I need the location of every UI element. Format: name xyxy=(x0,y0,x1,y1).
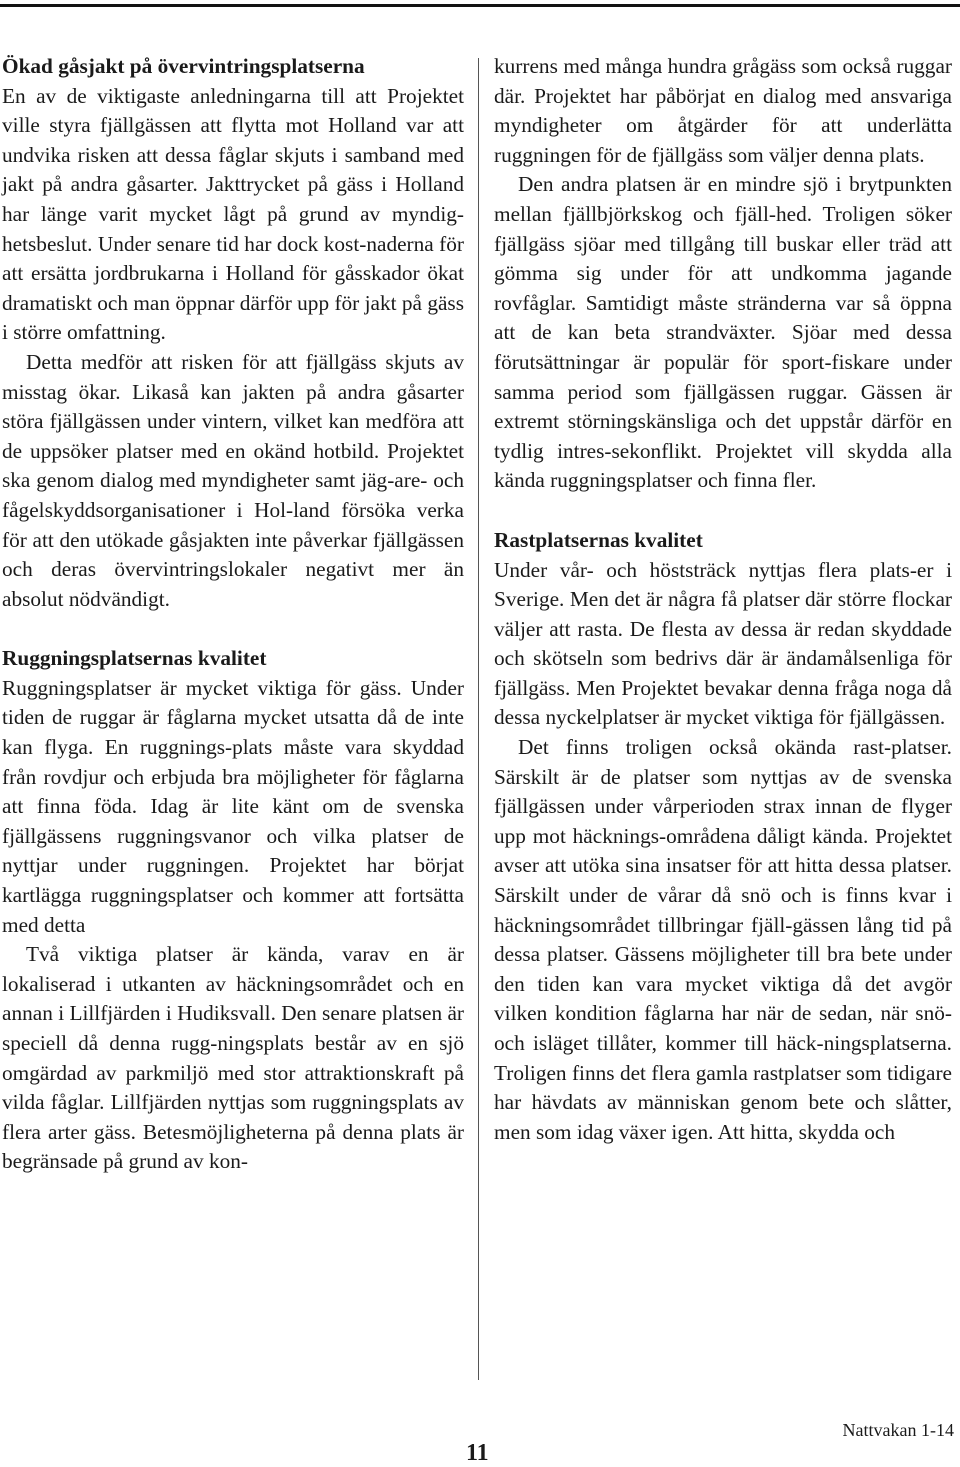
left-column xyxy=(2,52,464,1177)
paragraph: Det finns troligen också okända rast-platser. Särskilt är de platser som nyttjas av de svenska fjällgässen under vårperioden strax innan de flyger upp mot häcknings-områdena dåligt kända. Projektet avser att utöka sina insatser för att hitta dessa platser. Särskilt under de vårar då snö och is finns kvar i häckningsområdet tillbringar fjäll-gässen lång tid på dessa platser. Gässens möjligheter till bra bete under den tiden kan vara mycket viktiga då det avgör vilken kondition fåglarna har när de sedan, när snö- och isläget tillåter, kommer till häck-ningsplatserna. Troligen finns det flera gamla rastplatser som tidigare har hävdats av människan genom bete och slåtter, men som idag växer igen. Att hitta, skydda och xyxy=(494,735,952,1144)
column-divider xyxy=(478,58,479,1380)
paragraph: Under vår- och höststräck nyttjas flera plats-er i Sverige. Men det är några få platser där större flockar väljer att rasta. De flesta av dessa är redan skyddade och skötseln som bedrivs där är ändamålsenliga för fjällgäss. Men Projektet bevakar denna fråga noga då dessa nyckelplatser är mycket viktiga för fjällgässen. xyxy=(494,557,952,730)
paragraph: kurrens med många hundra grågäss som också ruggar där. Projektet har påbörjat en dialog med ansvariga myndigheter om åtgärder för att underlätta ruggningen för de fjällgäss som väljer denna plats. xyxy=(494,54,952,167)
paragraph: Ruggningsplatser är mycket viktiga för gäss. Under tiden de ruggar är fåglarna mycket utsatta då de inte kan flyga. En ruggnings-plats måste vara skyddad från rovdjur och erbjuda bra möjligheter för fåglarna att finna föda. Idag är lite känt om de svenska fjällgässens ruggningsvanor och vilka platser de nyttjar under ruggningen. Projektet har börjat kartlägga ruggningsplatser och kommer att fortsätta med detta xyxy=(2,675,464,937)
page-number: 11 xyxy=(466,1440,489,1466)
paragraph: Detta medför att risken för att fjällgäss skjuts av misstag ökar. Likaså kan jakten på andra gåsarter störa fjällgässen under vintern, vilket kan medföra att de uppsöker platser med en okänd hotbild. Projektet ska genom dialog med myndigheter samt jäg-are- och fågelskyddsorganisationer i Hol-land försöka verka för att den utökade gåsjakten inte påverkar fjällgässen och deras övervintringslokaler negativt mer än absolut nödvändigt. xyxy=(2,349,464,611)
paragraph: Den andra platsen är en mindre sjö i brytpunkten mellan fjällbjörkskog och fjäll-hed. Troligen söker fjällgäss sjöar med tillgång till buskar eller träd att gömma sig under för att undkomma jagande rovfåglar. Samtidigt måste stränderna var så öppna att de kan beta strandväxter. Sjöar med dessa förutsättningar är populär för sport-fiskare under samma period som fjällgässen ruggar. Gässen är extremt störningskänsliga och det uppstår därför en tydlig intres-sekonflikt. Projektet vill skydda alla kända ruggningsplatser och finna fler. xyxy=(494,172,952,493)
paragraph: Två viktiga platser är kända, varav en är lokaliserad i utkanten av häckningsområdet och en annan i Lillfjärden i Hudiksvall. Den senare platsen är speciell då denna rugg-ningsplats består av en sjö omgärdad av parkmiljö med stor attraktionskraft på vilda fåglar. Lillfjärden nyttjas som ruggningsplats av flera arter gäss. Betesmöjligheterna på denna plats är begränsade på grund av kon- xyxy=(2,942,464,1174)
issue-label: Nattvakan 1-14 xyxy=(842,1420,954,1440)
section-heading-rastplatser: Rastplatsernas kvalitet xyxy=(494,527,703,552)
top-rule xyxy=(0,4,960,7)
paragraph: En av de viktigaste anledningarna till att Projektet ville styra fjällgässen att flytta mot Holland var att undvika risken att dessa fåglar skjuts i samband med jakt på andra gåsarter. Jakttrycket på gäss i Holland har länge varit mycket lågt på grund av myndig-hetsbeslut. Under senare tid har dock kost-naderna för att ersätta jordbrukarna i Holland för gåsskador ökat dramatiskt och man öppnar därför upp för jakt på gäss i större omfattning. xyxy=(2,83,464,345)
section-heading-ruggningsplatser: Ruggningsplatsernas kvalitet xyxy=(2,646,267,671)
section-heading-gasjakt: Ökad gåsjakt på övervintringsplatserna xyxy=(2,54,365,78)
right-column xyxy=(494,52,952,1147)
